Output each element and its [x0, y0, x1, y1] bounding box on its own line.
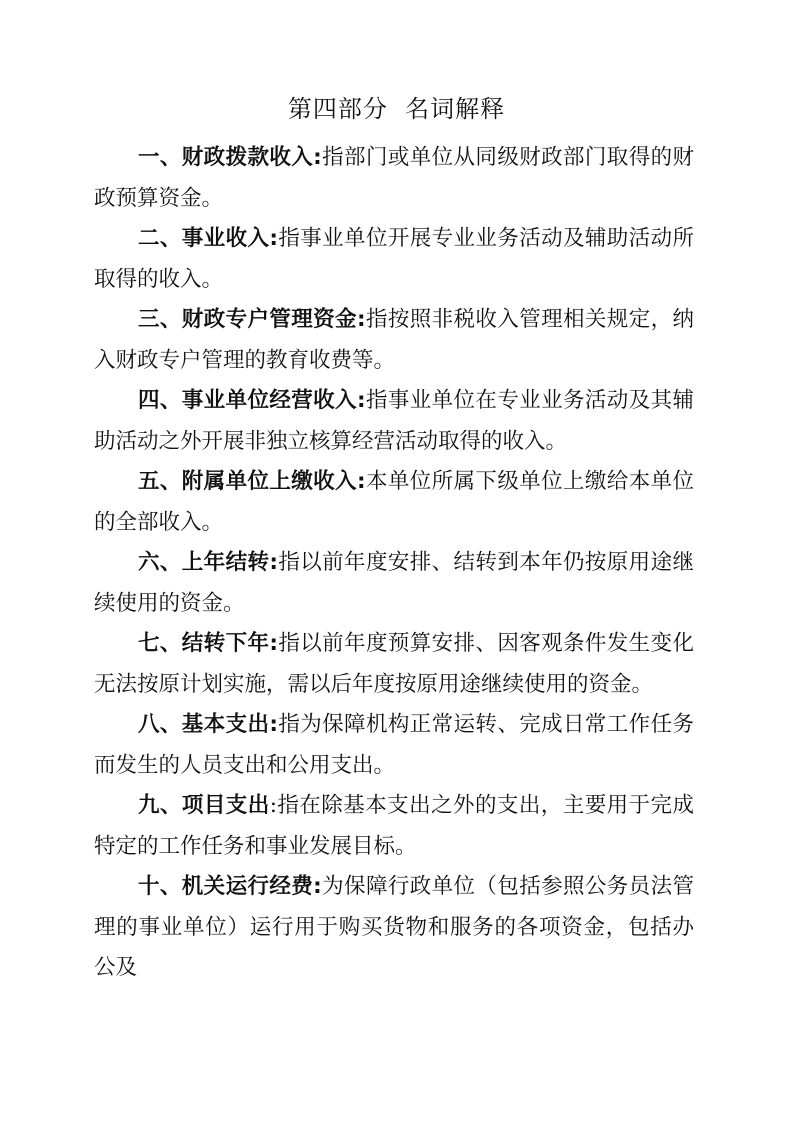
glossary-entry-8	[94, 705, 694, 786]
entry-definition: 指按照非税收入管理相关规定，纳入财政专户管理的教育收费等。	[94, 307, 694, 373]
glossary-entry-1	[94, 138, 694, 219]
entry-definition: 指以前年度预算安排、因客观条件发生变化无法按原计划实施，需以后年度按原用途继续使用的资金。	[94, 631, 694, 697]
entry-term: 七、结转下年:	[138, 631, 278, 656]
entry-term: 一、财政拨款收入:	[138, 145, 322, 170]
entry-term: 九、项目支出	[138, 793, 270, 818]
glossary-entry-9	[94, 786, 694, 867]
entry-term: 二、事业收入:	[138, 226, 278, 251]
entry-definition: 指部门或单位从同级财政部门取得的财政预算资金。	[94, 145, 694, 211]
glossary-entry-2	[94, 219, 694, 300]
glossary-entry-10	[94, 867, 694, 989]
entry-term: 八、基本支出:	[138, 712, 278, 737]
glossary-entry-3	[94, 300, 694, 381]
entry-definition: :指在除基本支出之外的支出，主要用于完成特定的工作任务和事业发展目标。	[94, 793, 694, 859]
entry-term: 五、附属单位上缴收入:	[138, 469, 366, 494]
entry-definition: 指事业单位在专业业务活动及其辅助活动之外开展非独立核算经营活动取得的收入。	[94, 388, 694, 454]
glossary-entry-4	[94, 381, 694, 462]
glossary-entry-7	[94, 624, 694, 705]
glossary-list	[94, 138, 694, 989]
glossary-entry-6	[94, 543, 694, 624]
entry-term: 十、机关运行经费:	[138, 874, 322, 899]
entry-definition: 指事业单位开展专业业务活动及辅助活动所取得的收入。	[94, 226, 694, 292]
entry-term: 六、上年结转:	[138, 550, 278, 575]
entry-definition: 指以前年度安排、结转到本年仍按原用途继续使用的资金。	[94, 550, 694, 616]
section-title: 第四部分 名词解释	[287, 95, 506, 123]
glossary-entry-5	[94, 462, 694, 543]
entry-definition: 指为保障机构正常运转、完成日常工作任务而发生的人员支出和公用支出。	[94, 712, 694, 778]
entry-term: 三、财政专户管理资金:	[138, 307, 366, 332]
entry-term: 四、事业单位经营收入:	[138, 388, 366, 413]
entry-definition: 本单位所属下级单位上缴给本单位的全部收入。	[94, 469, 694, 535]
entry-definition: 为保障行政单位（包括参照公务员法管理的事业单位）运行用于购买货物和服务的各项资金，包括办公及	[94, 874, 694, 980]
